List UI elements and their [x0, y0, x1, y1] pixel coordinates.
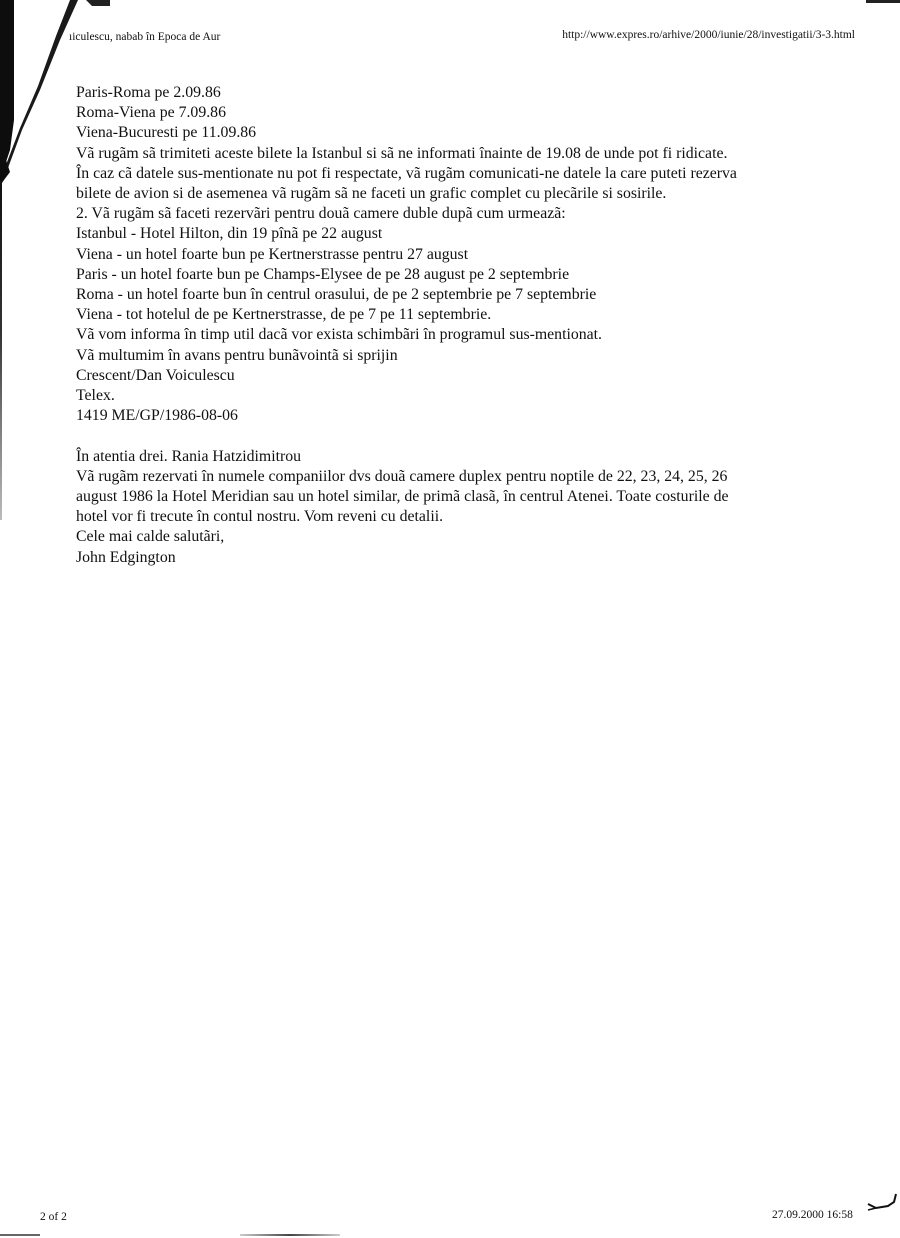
signature-line: John Edgington	[76, 548, 176, 566]
text-line: Paris-Roma pe 2.09.86	[76, 84, 221, 101]
text-line: Viena-Bucuresti pe 11.09.86	[76, 124, 257, 142]
telex-section-athens	[76, 447, 836, 568]
text-line: 2. Vã rugãm sã faceti rezervãri pentru douã camere duble dupã cum urmeazã:	[76, 205, 566, 223]
paragraph-spacer	[76, 426, 836, 446]
document-body	[76, 83, 836, 568]
text-line: hotel vor fi trecute în contul nostru. Vom reveni cu detalii.	[76, 508, 444, 526]
text-line: Vã rugãm sã trimiteti aceste bilete la Istanbul si sã ne informati înainte de 19.08 de unde pot fi ridicate.	[76, 144, 728, 162]
scan-corner-mark	[866, 0, 900, 3]
scan-edge-line	[0, 180, 2, 520]
addressee-line: În atentia drei. Rania Hatzidimitrou	[76, 447, 302, 465]
closing-line: Cele mai calde salutãri,	[76, 528, 225, 546]
page-header-title: ıiculescu, nabab în Epoca de Aur	[69, 31, 221, 43]
text-line: Vã rugãm rezervati în numele companiilor dvs douã camere duplex pentru noptile de 22, 23, 24, 25, 26	[76, 467, 728, 485]
text-line: În caz cã datele sus-mentionate nu pot fi respectate, vã rugãm comunicati-ne datele la care puteti rezerva	[76, 164, 737, 182]
text-line: Istanbul - Hotel Hilton, din 19 pînã pe 22 august	[76, 225, 383, 243]
text-line: Roma-Viena pe 7.09.86	[76, 104, 226, 122]
telex-section-itinerary	[76, 83, 836, 426]
page-indicator: 2 of 2	[40, 1211, 67, 1223]
telex-reference: 1419 ME/GP/1986-08-06	[76, 407, 238, 425]
scan-bottom-dash	[240, 1234, 340, 1236]
text-line: Viena - un hotel foarte bun pe Kertnerstrasse pentru 27 august	[76, 245, 469, 263]
text-line: Telex.	[76, 387, 115, 405]
printed-timestamp: 27.09.2000 16:58	[772, 1209, 853, 1221]
page-header-url: http://www.expres.ro/arhive/2000/iunie/28/investigatii/3-3.html	[562, 29, 855, 41]
scan-squiggle-artifact	[866, 1192, 900, 1222]
text-line: Vã vom informa în timp util dacã vor exista schimbãri în programul sus-mentionat.	[76, 326, 603, 344]
text-line: Viena - tot hotelul de pe Kertnerstrasse, de pe 7 pe 11 septembrie.	[76, 306, 492, 324]
text-line: bilete de avion si de asemenea vã rugãm sã ne faceti un grafic complet cu plecãrile si sosirile.	[76, 185, 667, 203]
signature-line: Crescent/Dan Voiculescu	[76, 366, 235, 384]
text-line: Roma - un hotel foarte bun în centrul orasului, de pe 2 septembrie pe 7 septembrie	[76, 286, 597, 304]
text-line: august 1986 la Hotel Meridian sau un hotel similar, de primã clasã, în centrul Atenei. Toate costurile de	[76, 488, 729, 506]
scan-bottom-line	[0, 1234, 40, 1236]
text-line: Vã multumim în avans pentru bunãvointã si sprijin	[76, 346, 398, 364]
text-line: Paris - un hotel foarte bun pe Champs-Elysee de pe 28 august pe 2 septembrie	[76, 265, 570, 283]
